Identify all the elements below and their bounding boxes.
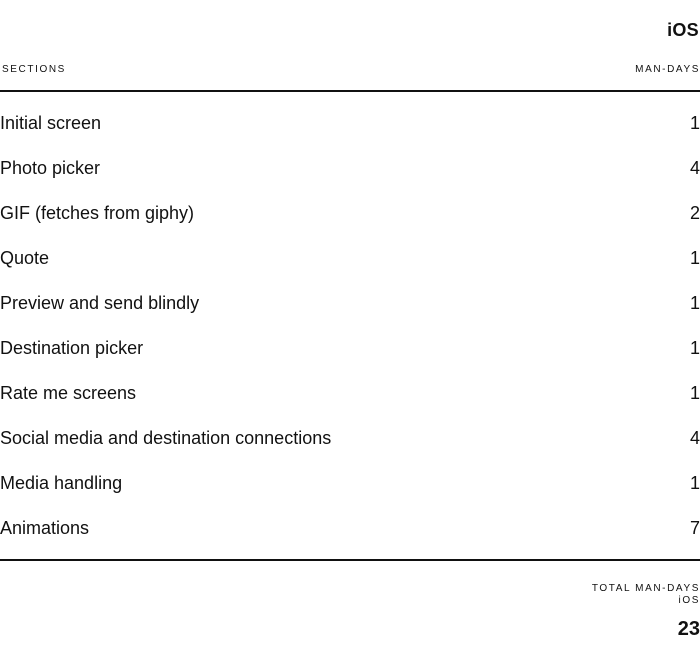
- section-man-days: 4: [689, 428, 700, 448]
- section-man-days: 1: [689, 473, 700, 493]
- section-man-days: 1: [689, 383, 700, 403]
- section-man-days: 1: [689, 248, 700, 268]
- header-divider: [0, 90, 700, 92]
- sections-column-header: SECTIONS: [2, 64, 66, 75]
- man-days-column-header: MAN-DAYS: [635, 64, 700, 75]
- section-man-days: 1: [689, 293, 700, 313]
- platform-title: iOS: [667, 20, 699, 40]
- section-name: Animations: [0, 518, 90, 538]
- section-man-days: 4: [689, 158, 700, 178]
- total-divider: [0, 559, 700, 561]
- section-name: Initial screen: [0, 113, 102, 133]
- table-row: [0, 101, 700, 146]
- table-row: [0, 506, 700, 551]
- table-row: [0, 236, 700, 281]
- total-label-line2: iOS: [678, 595, 700, 606]
- section-man-days: 1: [689, 338, 700, 358]
- section-name: Social media and destination connections: [0, 428, 332, 448]
- table-row: [0, 281, 700, 326]
- section-name: Photo picker: [0, 158, 101, 178]
- section-name: Quote: [0, 248, 50, 268]
- table-row: [0, 191, 700, 236]
- table-row: [0, 326, 700, 371]
- section-man-days: 2: [689, 203, 700, 223]
- section-name: Media handling: [0, 473, 123, 493]
- section-name: Destination picker: [0, 338, 144, 358]
- total-label-line1: TOTAL MAN-DAYS: [591, 583, 700, 594]
- table-header: [2, 64, 700, 78]
- table-row: [0, 461, 700, 506]
- section-name: Preview and send blindly: [0, 293, 200, 313]
- total-value: 23: [677, 618, 700, 640]
- section-name: Rate me screens: [0, 383, 137, 403]
- total-label: [592, 583, 700, 607]
- estimate-table: [0, 101, 700, 551]
- table-row: [0, 371, 700, 416]
- section-name: GIF (fetches from giphy): [0, 203, 195, 223]
- table-row: [0, 416, 700, 461]
- table-row: [0, 146, 700, 191]
- section-man-days: 1: [689, 113, 700, 133]
- section-man-days: 7: [689, 518, 700, 538]
